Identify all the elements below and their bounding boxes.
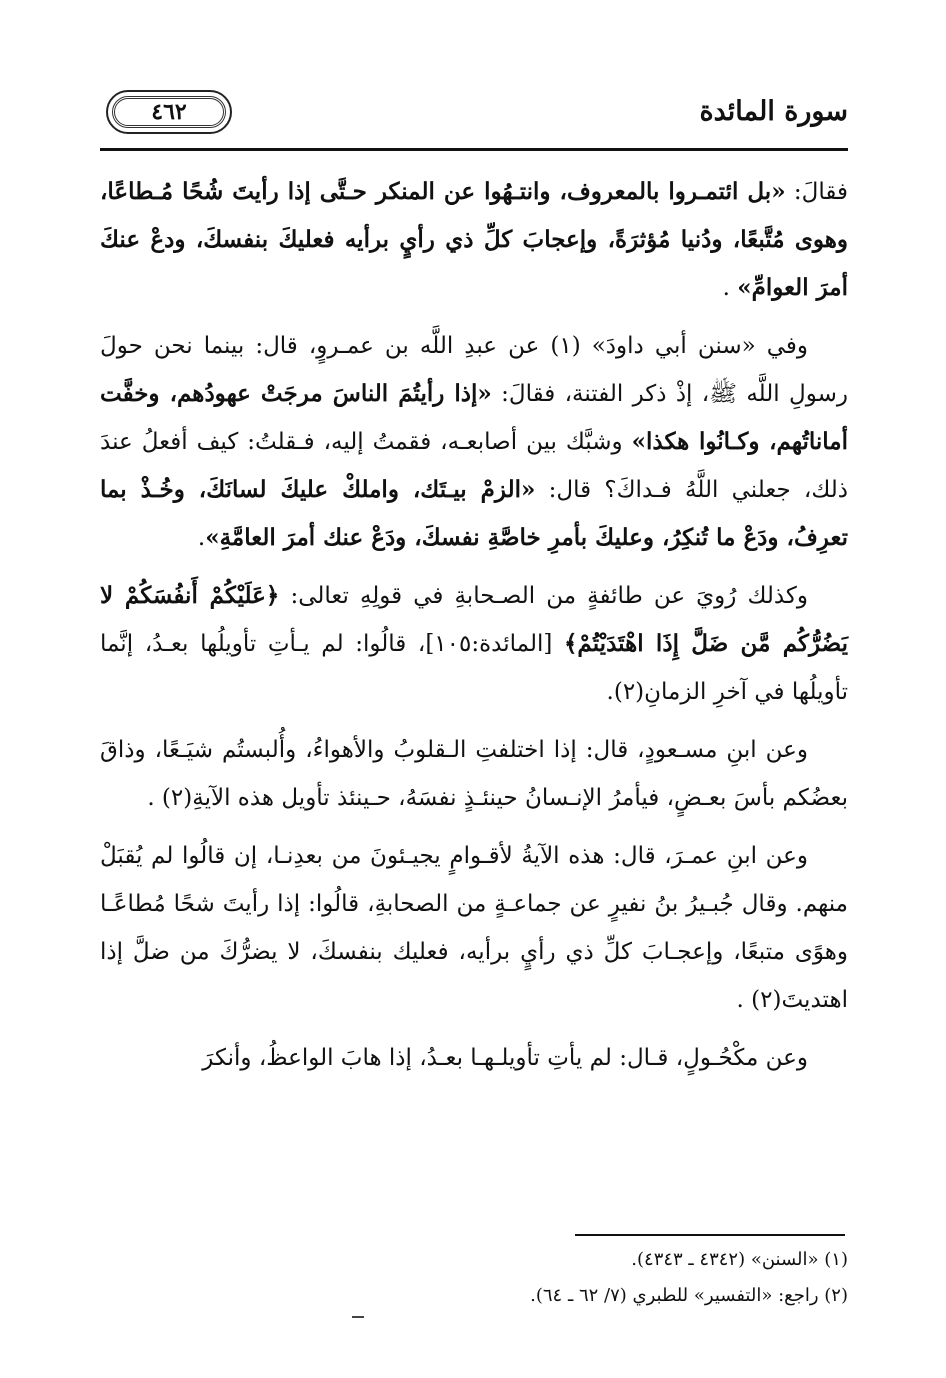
paragraph: [100, 832, 848, 1024]
footnote-2: (٢) راجع: «التفسير» للطبري (٧/ ٦٢ ـ ٦٤).: [530, 1285, 848, 1306]
paragraph: [100, 572, 848, 716]
header-divider: [100, 148, 848, 151]
body-text: وعن مكْحُـولٍ، قـال: لم يأتِ تأويلـهـا بعـدُ، إذا هابَ الواعظُ، وأنكرَ: [202, 1045, 808, 1071]
quote-text: ﴿عَلَيْكُمْ أَنفُسَكُمْ لا يَضُرُّكُم مَّن ضَلَّ إِذَا اهْتَدَيْتُمْ﴾: [100, 582, 849, 657]
paragraph: [100, 1034, 848, 1082]
body-text: .: [197, 525, 206, 551]
paragraph: [100, 322, 848, 562]
page-number-badge: [106, 90, 232, 134]
paragraph: [100, 168, 848, 312]
page-number: ٤٦٢: [145, 99, 192, 125]
body-text: وعن ابنِ مسـعودٍ، قال: إذا اختلفتِ الـقلوبُ والأهواءُ، وأُلبستُم شيَـعًا، وذاقَ بعضُكم بأسَ بعـضٍ، فيأمرُ الإنـسانُ حينئـذٍ نفسَهُ، حـينئذ تأويل هذه الآيةِ(٢) .: [100, 737, 848, 811]
paragraph: [100, 726, 848, 822]
footnote-1: (١) «السنن» (٤٣٤٢ ـ ٤٣٤٣).: [631, 1249, 848, 1270]
footnote-divider: [575, 1234, 845, 1236]
page-header: [100, 86, 848, 142]
quote-text: «بل ائتمـروا بالمعروف، وانتـهُوا عن المنكر حـتَّى إذا رأيتَ شُحًا مُـطاعًا، وهوى مُتَّبعًا، ودُنيا مُؤثرَةً، وإعجابَ كلِّ ذي رأيٍ برأيه فعليكَ بنفسكَ، ودعْ عنكَ أمرَ العوامِّ»: [100, 178, 848, 301]
body-text: وعن ابنِ عمـرَ، قال: هذه الآيةُ لأقـوامٍ يجيـئونَ من بعدِنـا، إن قالُوا لم يُقبَلْ منهم. وقال جُبـيرُ بنُ نفيرٍ عن جماعـةٍ من الصحابةِ، قالُوا: إذا رأيتَ شحًا مُطاعًـا وهوًى متبعًا، وإعجـابَ كلِّ ذي رأيٍ برأيه، فعليك بنفسكَ، لا يضرُّكَ من ضلَّ إذا اهتديتَ(٢) .: [100, 843, 848, 1013]
quote-text: «الزمْ بيـتَك، واملكْ عليكَ لسانَكَ، وخُـذْ بما تعرِفُ، ودَعْ ما تُنكِرُ، وعليكَ بأمرِ خاصَّةِ نفسكَ، ودَعْ عنك أمرَ العامَّةِ»: [100, 476, 848, 551]
footnotes: [100, 1242, 848, 1314]
body-text: وفي «سنن أبي داودَ» (١) عن عبدِ اللَّه بن عمـروٍ، قال: بينما نحن حولَ رسولِ اللَّه ﷺ، إذْ ذكر الفتنة، فقالَ:: [100, 333, 848, 407]
main-text: [100, 168, 848, 1092]
body-text: فقالَ:: [785, 179, 848, 205]
body-text: [المائدة:١٠٥]، قالُوا: لم يـأتِ تأويلُها بعـدُ، إنَّما تأويلُها في آخرِ الزمانِ(٢).: [100, 631, 848, 705]
surah-title: سورة المائدة: [699, 96, 848, 127]
body-text: وشبَّك بين أصابعـه، فقمتُ إليه، فـقلتُ: كيف أفعلُ عندَ ذلك، جعلني اللَّهُ فـداكَ؟ قال:: [100, 429, 848, 503]
body-text: وكذلك رُويَ عن طائفةٍ من الصـحابةِ في قولِهِ تعالى:: [279, 583, 808, 609]
body-text: .: [722, 275, 738, 301]
quote-text: «إذا رأيتُمَ الناسَ مرجَتْ عهودُهم، وخفَّت أماناتُهم، وكـانُوا هكذا»: [100, 380, 848, 455]
scan-mark: [352, 1316, 364, 1318]
